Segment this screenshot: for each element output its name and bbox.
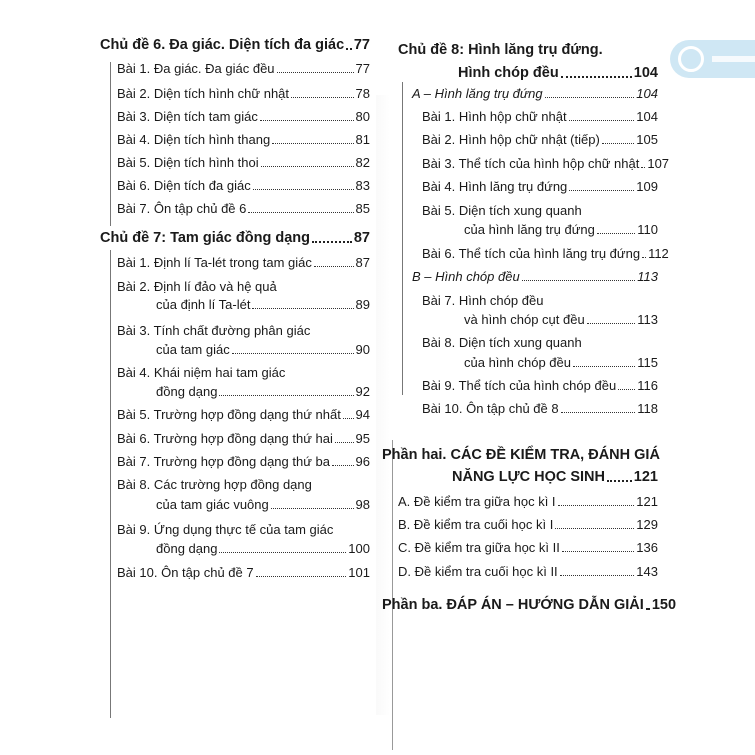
toc-heading-chu-de-8-line1: Chủ đề 8: Hình lăng trụ đứng.: [398, 42, 603, 58]
toc-entry-line1: Bài 8. Diện tích xung quanh: [422, 335, 582, 350]
dot-leader: [312, 241, 352, 243]
section-rule: [402, 82, 403, 395]
toc-entry-line1: Bài 8. Các trường hợp đồng dạng: [117, 477, 312, 492]
toc-entry-line1: Bài 5. Diện tích xung quanh: [422, 203, 582, 218]
toc-entry-line1: Bài 3. Tính chất đường phân giác: [117, 323, 311, 338]
dot-leader: [561, 76, 632, 78]
toc-entry-line1: Bài 4. Khái niệm hai tam giác: [117, 365, 286, 380]
section-rule: [392, 440, 393, 750]
toc-entry[interactable]: và hình chóp cụt đều 113: [464, 312, 658, 327]
toc-entry[interactable]: Bài 3. Thể tích của hình hộp chữ nhật 107: [422, 156, 670, 171]
dot-leader: [607, 480, 632, 482]
toc-entry[interactable]: Bài 7. Trường hợp đồng dạng thứ ba 96: [117, 454, 370, 469]
toc-entry[interactable]: Bài 2. Diện tích hình chữ nhật 78: [117, 86, 370, 101]
toc-heading-chu-de-7[interactable]: Chủ đề 7: Tam giác đồng dạng 87: [100, 230, 370, 246]
ring-icon: [678, 46, 704, 72]
toc-part2-heading[interactable]: NĂNG LỰC HỌC SINH 121: [452, 469, 658, 485]
toc-entry-line1: Bài 7. Hình chóp đều: [422, 293, 544, 308]
toc-entry[interactable]: B. Đề kiểm tra cuối học kì I 129: [398, 517, 658, 532]
toc-entry[interactable]: Bài 7. Ôn tập chủ đề 6 85: [117, 201, 370, 216]
toc-entry[interactable]: Bài 1. Đa giác. Đa giác đều 77: [117, 61, 370, 76]
toc-entry-line1: Bài 9. Ứng dụng thực tế của tam giác: [117, 522, 334, 537]
toc-entry[interactable]: của định lí Ta-lét 89: [156, 297, 370, 312]
toc-entry[interactable]: Bài 9. Thể tích của hình chóp đều 116: [422, 378, 658, 393]
dot-leader: [346, 48, 352, 50]
toc-entry[interactable]: đồng dạng 100: [156, 541, 370, 556]
dot-leader: [646, 608, 650, 610]
toc-subheading-b[interactable]: B – Hình chóp đều 113: [412, 269, 658, 284]
toc-entry[interactable]: D. Đề kiểm tra cuối học kì II 143: [398, 564, 658, 579]
toc-entry[interactable]: Bài 6. Thể tích của hình lăng trụ đứng 112: [422, 246, 669, 261]
toc-entry[interactable]: C. Đề kiểm tra giữa học kì II 136: [398, 540, 658, 555]
toc-entry[interactable]: Bài 1. Định lí Ta-lét trong tam giác 87: [117, 255, 370, 270]
toc-entry[interactable]: của hình chóp đều 115: [464, 355, 658, 370]
section-rule: [110, 250, 111, 718]
section-tab-decoration: [670, 40, 755, 78]
toc-entry[interactable]: của tam giác vuông 98: [156, 497, 370, 512]
toc-entry[interactable]: Bài 4. Hình lăng trụ đứng 109: [422, 179, 658, 194]
toc-entry[interactable]: Bài 5. Diện tích hình thoi 82: [117, 155, 370, 170]
toc-entry[interactable]: Bài 10. Ôn tập chủ đề 8 118: [422, 401, 658, 416]
toc-entry[interactable]: Bài 1. Hình hộp chữ nhật 104: [422, 109, 658, 124]
toc-entry[interactable]: Bài 6. Diện tích đa giác 83: [117, 178, 370, 193]
toc-entry[interactable]: đồng dạng 92: [156, 384, 370, 399]
toc-entry[interactable]: Bài 2. Hình hộp chữ nhật (tiếp) 105: [422, 132, 658, 147]
toc-entry[interactable]: Bài 4. Diện tích hình thang 81: [117, 132, 370, 147]
toc-part3-heading[interactable]: Phần ba. ĐÁP ÁN – HƯỚNG DẪN GIẢI 150: [382, 597, 677, 613]
section-rule: [110, 62, 111, 226]
toc-heading-chu-de-6[interactable]: Chủ đề 6. Đa giác. Diện tích đa giác 77: [100, 37, 370, 53]
toc-entry[interactable]: của tam giác 90: [156, 342, 370, 357]
toc-entry[interactable]: Bài 6. Trường hợp đồng dạng thứ hai 95: [117, 431, 370, 446]
stripe-decoration: [712, 56, 755, 62]
bleed-through-shadow: [376, 95, 390, 715]
toc-entry[interactable]: của hình lăng trụ đứng 110: [464, 222, 658, 237]
toc-entry[interactable]: A. Đề kiểm tra giữa học kì I 121: [398, 494, 658, 509]
toc-entry-line1: Bài 2. Định lí đảo và hệ quả: [117, 279, 277, 294]
toc-entry[interactable]: Bài 5. Trường hợp đồng dạng thứ nhất 94: [117, 407, 370, 422]
toc-part2-line1: Phần hai. CÁC ĐỀ KIỂM TRA, ĐÁNH GIÁ: [382, 447, 660, 463]
toc-entry[interactable]: Bài 3. Diện tích tam giác 80: [117, 109, 370, 124]
toc-entry[interactable]: Bài 10. Ôn tập chủ đề 7 101: [117, 565, 370, 580]
toc-subheading-a[interactable]: A – Hình lăng trụ đứng 104: [412, 86, 658, 101]
toc-heading-chu-de-8[interactable]: Hình chóp đều 104: [458, 65, 658, 81]
